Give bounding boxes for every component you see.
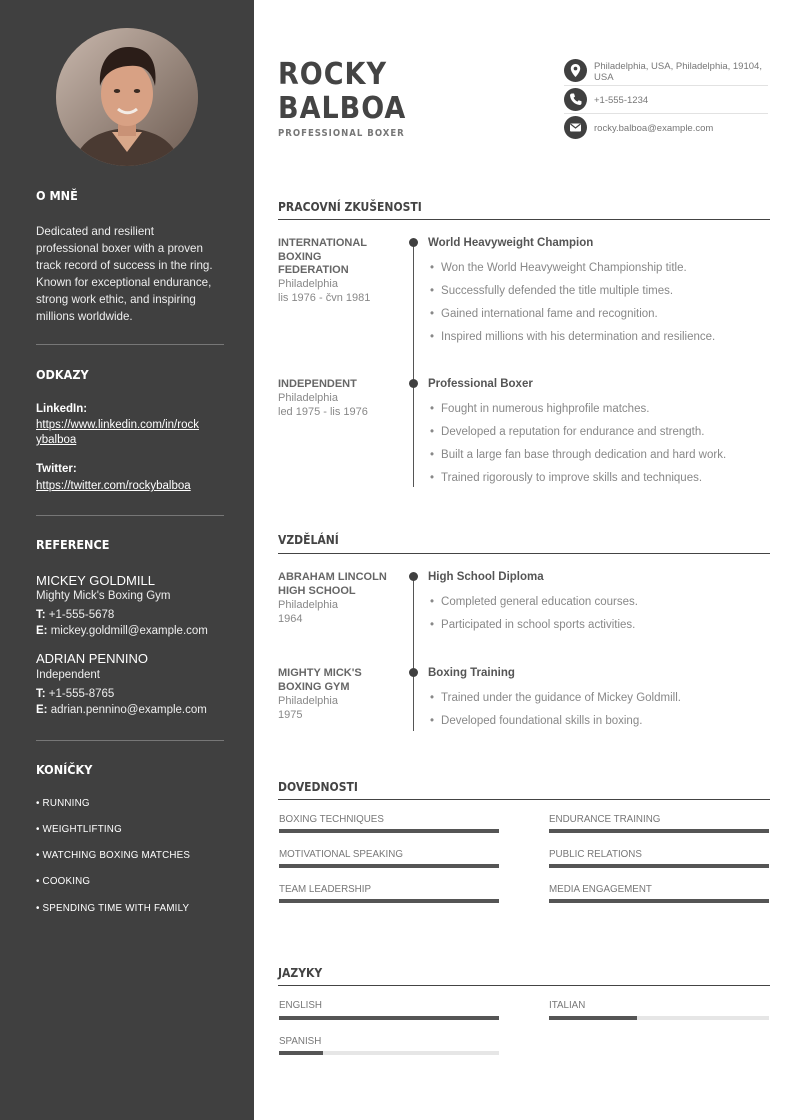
degree-title: Boxing Training — [428, 667, 515, 679]
sidebar — [0, 0, 254, 1120]
org-line: BOXING — [278, 250, 322, 263]
timeline-dot — [409, 668, 418, 677]
position-title: World Heavyweight Champion — [428, 237, 594, 249]
phone-label: T: — [36, 609, 46, 621]
phone-value: +1-555-5678 — [45, 609, 115, 621]
first-name: ROCKY — [278, 57, 387, 92]
dates: 1975 — [278, 709, 303, 721]
twitter-label: Twitter: — [36, 463, 77, 475]
about-line: professional boxer with a proven — [36, 242, 203, 255]
reference-org: Independent — [36, 669, 100, 681]
skill-bar-fill — [549, 829, 769, 833]
about-text — [36, 223, 226, 325]
about-line: track record of success in the ring. — [36, 259, 213, 272]
reference-phone — [36, 609, 114, 621]
languages-heading: JAZYKY — [278, 966, 323, 980]
email-value: adrian.pennino@example.com — [47, 704, 207, 716]
about-line: millions worldwide. — [36, 310, 133, 323]
about-line: strong work ethic, and inspiring — [36, 293, 196, 306]
skill-label: BOXING TECHNIQUES — [279, 814, 384, 825]
dates: led 1975 - lis 1976 — [278, 406, 368, 418]
dates: lis 1976 - čvn 1981 — [278, 292, 371, 304]
org-line: MIGHTY MICK'S — [278, 667, 362, 679]
about-line: Known for exceptional endurance, — [36, 276, 212, 289]
position-title: Professional Boxer — [428, 378, 533, 390]
address-line: Philadelphia, USA, Philadelphia, 19104, — [594, 61, 762, 72]
links-heading: ODKAZY — [36, 367, 89, 382]
reference-name: ADRIAN PENNINO — [36, 651, 148, 666]
org-line: ABRAHAM LINCOLN — [278, 571, 387, 583]
linkedin-url-line[interactable]: ybalboa — [36, 434, 77, 446]
bullet-item: • Successfully defended the title multiple times. — [430, 285, 673, 297]
phone-value: +1-555-8765 — [45, 688, 115, 700]
bullet-item: • Trained rigorously to improve skills and techniques. — [430, 472, 702, 484]
skill-bar — [279, 864, 499, 868]
dates: 1964 — [278, 613, 303, 625]
education-org — [278, 571, 403, 598]
education-org — [278, 667, 403, 694]
envelope-icon — [564, 116, 587, 139]
language-bar-fill — [279, 1016, 499, 1020]
hobby-item: • WEIGHTLIFTING — [36, 824, 122, 835]
reference-email — [36, 704, 207, 716]
sidebar-divider — [36, 740, 224, 741]
timeline-line — [413, 576, 414, 731]
skill-bar-fill — [279, 829, 499, 833]
bullet-item: • Completed general education courses. — [430, 596, 638, 608]
linkedin-link[interactable] — [36, 418, 226, 448]
org-line: FEDERATION — [278, 264, 349, 276]
skill-label: MEDIA ENGAGEMENT — [549, 884, 652, 895]
experience-meta — [278, 391, 403, 419]
reference-phone — [36, 688, 114, 700]
timeline-line — [413, 242, 414, 487]
timeline-dot — [409, 379, 418, 388]
address-line: USA — [594, 72, 614, 83]
experience-heading: PRACOVNÍ ZKUŠENOSTI — [278, 200, 422, 214]
org-line: INDEPENDENT — [278, 378, 357, 390]
education-meta — [278, 694, 403, 722]
education-meta — [278, 598, 403, 626]
contact-divider — [564, 85, 768, 86]
about-line: Dedicated and resilient — [36, 225, 154, 238]
location: Philadelphia — [278, 392, 338, 404]
linkedin-url-line[interactable]: https://www.linkedin.com/in/rock — [36, 419, 199, 431]
bullet-item: • Inspired millions with his determination and resilience. — [430, 331, 715, 343]
email-text: rocky.balboa@example.com — [594, 123, 714, 134]
section-rule — [278, 985, 770, 986]
reference-email — [36, 625, 208, 637]
language-bar — [279, 1016, 499, 1020]
skill-bar — [279, 829, 499, 833]
sidebar-divider — [36, 515, 224, 516]
language-label: ITALIAN — [549, 1000, 586, 1011]
experience-meta — [278, 277, 403, 305]
bullet-item: • Participated in school sports activities. — [430, 619, 635, 631]
contact-divider — [564, 113, 768, 114]
hobbies-heading: KONÍČKY — [36, 762, 93, 777]
timeline-dot — [409, 238, 418, 247]
address-text — [594, 61, 770, 83]
location: Philadelphia — [278, 599, 338, 611]
language-label: SPANISH — [279, 1036, 322, 1047]
bullet-item: • Developed a reputation for endurance and strength. — [430, 426, 704, 438]
bullet-item: • Fought in numerous highprofile matches. — [430, 403, 649, 415]
phone-label: T: — [36, 688, 46, 700]
language-bar — [279, 1051, 499, 1055]
skill-label: MOTIVATIONAL SPEAKING — [279, 849, 403, 860]
map-pin-icon — [564, 59, 587, 82]
skill-bar — [549, 829, 769, 833]
section-rule — [278, 799, 770, 800]
references-heading: REFERENCE — [36, 537, 110, 552]
org-line: BOXING GYM — [278, 680, 350, 693]
email-label: E: — [36, 704, 48, 716]
email-label: E: — [36, 625, 48, 637]
language-label: ENGLISH — [279, 1000, 323, 1011]
skill-bar-fill — [279, 899, 499, 903]
phone-text: +1-555-1234 — [594, 95, 649, 106]
section-rule — [278, 553, 770, 554]
skill-bar — [549, 864, 769, 868]
skill-label: PUBLIC RELATIONS — [549, 849, 642, 860]
reference-org: Mighty Mick's Boxing Gym — [36, 590, 171, 602]
hobby-item: • COOKING — [36, 876, 91, 887]
profile-photo — [56, 28, 198, 166]
bullet-item: • Developed foundational skills in boxing. — [430, 715, 642, 727]
twitter-link[interactable]: https://twitter.com/rockybalboa — [36, 480, 191, 492]
skills-heading: DOVEDNOSTI — [278, 780, 358, 794]
experience-org — [278, 378, 403, 392]
bullet-item: • Trained under the guidance of Mickey Goldmill. — [430, 692, 681, 704]
section-rule — [278, 219, 770, 220]
bullet-item: • Won the World Heavyweight Championship title. — [430, 262, 687, 274]
org-line: HIGH SCHOOL — [278, 584, 356, 597]
bullet-item: • Gained international fame and recognition. — [430, 308, 658, 320]
skill-bar-fill — [549, 864, 769, 868]
hobby-item: • WATCHING BOXING MATCHES — [36, 850, 191, 861]
bullet-item: • Built a large fan base through dedication and hard work. — [430, 449, 726, 461]
education-heading: VZDĚLÁNÍ — [278, 533, 339, 547]
skill-bar-fill — [279, 864, 499, 868]
skill-label: ENDURANCE TRAINING — [549, 814, 661, 825]
location: Philadelphia — [278, 695, 338, 707]
skill-bar-fill — [549, 899, 769, 903]
language-bar-fill — [549, 1016, 637, 1020]
degree-title: High School Diploma — [428, 571, 544, 583]
email-value: mickey.goldmill@example.com — [47, 625, 208, 637]
org-line: INTERNATIONAL — [278, 237, 368, 249]
hobby-item: • SPENDING TIME WITH FAMILY — [36, 903, 190, 914]
job-title: PROFESSIONAL BOXER — [278, 128, 405, 139]
language-bar-fill — [279, 1051, 323, 1055]
reference-name: MICKEY GOLDMILL — [36, 573, 155, 588]
skill-bar — [549, 899, 769, 903]
about-heading: O MNĚ — [36, 188, 78, 203]
location: Philadelphia — [278, 278, 338, 290]
skill-bar — [279, 899, 499, 903]
linkedin-label: LinkedIn: — [36, 403, 88, 415]
experience-org — [278, 237, 403, 278]
sidebar-divider — [36, 344, 224, 345]
last-name: BALBOA — [278, 91, 407, 126]
hobby-item: • RUNNING — [36, 798, 90, 809]
timeline-dot — [409, 572, 418, 581]
language-bar — [549, 1016, 769, 1020]
phone-icon — [564, 88, 587, 111]
skill-label: TEAM LEADERSHIP — [279, 884, 372, 895]
